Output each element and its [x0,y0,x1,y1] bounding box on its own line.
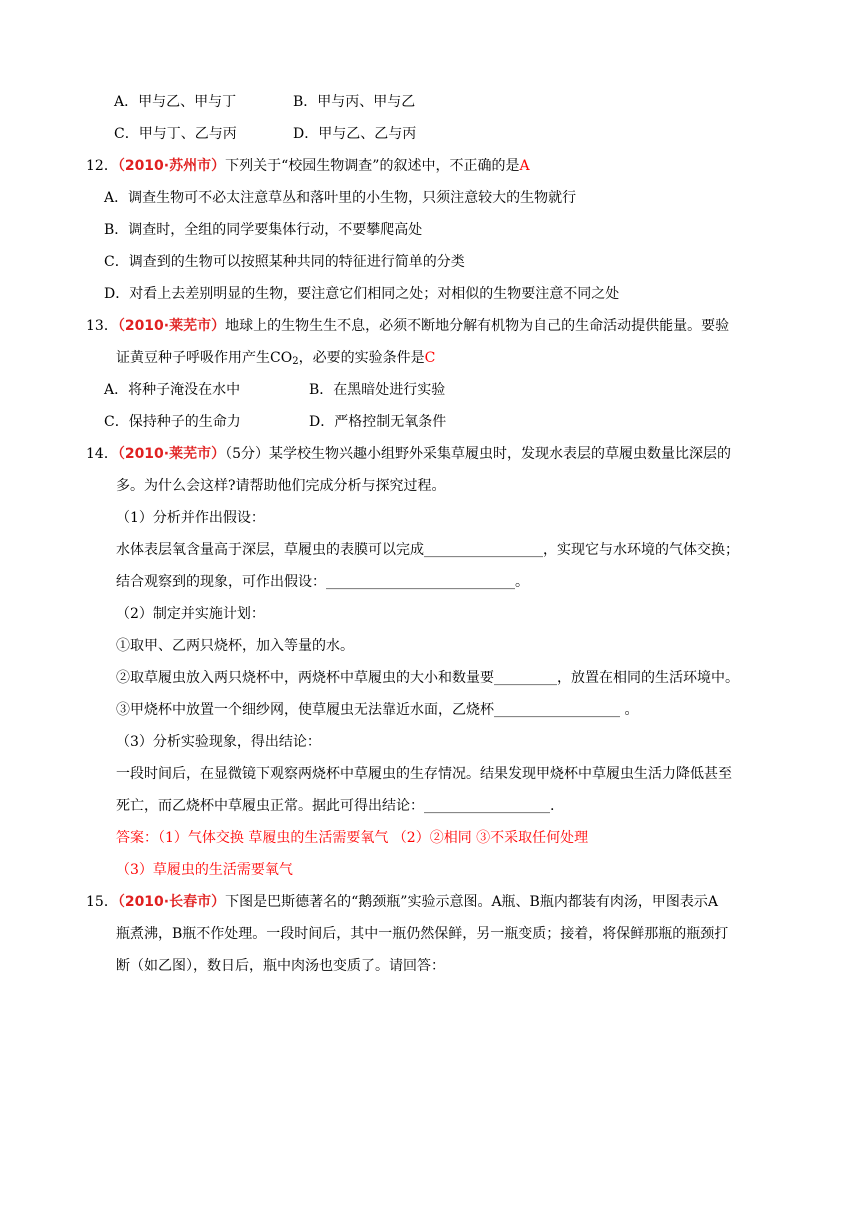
q14-answer-line1: 答案：（1）气体交换 草履虫的生活需要氧气 （2）②相同 ③不采取任何处理 [116,830,589,846]
q14-part2-title: （2）制定并实施计划： [116,606,265,622]
question-stem: 下图是巴斯德著名的“鹅颈瓶”实验示意图。A瓶、B瓶内都装有肉汤，甲图表示A [225,894,718,910]
q14-part1-line1: 水体表层氧含量高于深层，草履虫的表膜可以完成_________________，实现它与水环境的气体交换； [116,542,739,558]
question-number: 13． [86,318,118,334]
q11-option-a: A．甲与乙、甲与丁 [114,94,237,110]
q11-option-b: B．甲与丙、甲与乙 [293,94,416,110]
q15-stem-line-1 [86,892,718,912]
question-number: 12． [86,158,118,174]
q14-part1-line2: 结合观察到的现象，可作出假设：___________________________。 [116,574,529,590]
q12-option-c: C．调查到的生物可以按照某种共同的特征进行简单的分类 [104,254,465,270]
question-stem: （5分）某学校生物兴趣小组野外采集草履虫时，发现水表层的草履虫数量比深层的 [225,446,732,462]
q14-part1-title: （1）分析并作出假设： [116,510,265,526]
answer-key: A [519,158,530,174]
q11-option-d: D．甲与乙、乙与丙 [293,126,417,142]
q13-option-c: C．保持种子的生命力 [104,414,241,430]
q14-part3-line2: 死亡，而乙烧杯中草履虫正常。据此可得出结论：__________________. [116,798,555,814]
question-stem: 地球上的生物生生不息，必须不断地分解有机物为自己的生命活动提供能量。要验 [225,318,730,334]
q15-stem-line-3: 断（如乙图），数日后，瓶中肉汤也变质了。请回答： [116,958,445,974]
q14-part2-line2: ②取草履虫放入两只烧杯中，两烧杯中草履虫的大小和数量要_________，放置在相同的生活环境中。 [116,670,739,686]
q14-stem-line-2: 多。为什么会这样?请帮助他们完成分析与探究过程。 [116,478,446,494]
question-number: 15． [86,894,118,910]
question-source: （2010·长春市） [117,894,226,910]
question-source: （2010·莱芜市） [117,446,226,462]
q13-stem-line-1 [86,316,729,336]
q14-part2-line1: ①取甲、乙两只烧杯，加入等量的水。 [116,638,354,654]
q14-part3-title: （3）分析实验现象，得出结论： [116,734,321,750]
question-stem-cont: ，必要的实验条件是 [298,350,425,366]
q12-option-a: A．调查生物可不必太注意草丛和落叶里的小生物，只须注意较大的生物就行 [104,190,577,206]
question-stem-cont: 证黄豆种子呼吸作用产生CO [116,350,293,366]
q15-stem-line-2: 瓶煮沸，B瓶不作处理。一段时间后，其中一瓶仍然保鲜，另一瓶变质；接着，将保鲜那瓶的瓶颈打 [116,926,729,942]
question-source: （2010·莱芜市） [117,318,226,334]
q14-answer-line2: （3）草履虫的生活需要氧气 [116,862,293,878]
question-source: （2010·苏州市） [117,158,226,174]
q13-option-a: A．将种子淹没在水中 [104,382,241,398]
q12-option-d: D．对看上去差别明显的生物，要注意它们相同之处；对相似的生物要注意不同之处 [104,286,620,302]
q11-option-c: C．甲与丁、乙与丙 [114,126,237,142]
q14-stem-line-1 [86,444,731,464]
q12-stem-line [86,156,530,176]
q14-part2-line3: ③甲烧杯中放置一个细纱网，使草履虫无法靠近水面，乙烧杯__________________ 。 [116,702,639,718]
question-number: 14． [86,446,118,462]
question-stem: 下列关于“校园生物调查”的叙述中，不正确的是 [225,158,520,174]
subscript: 2 [292,356,299,367]
q12-option-b: B．调查时，全组的同学要集体行动，不要攀爬高处 [104,222,423,238]
q13-option-d: D．严格控制无氧条件 [309,414,447,430]
q13-stem-line-2 [116,348,435,368]
q13-option-b: B．在黑暗处进行实验 [309,382,446,398]
answer-key: C [424,350,436,366]
q14-part3-line1: 一段时间后，在显微镜下观察两烧杯中草履虫的生存情况。结果发现甲烧杯中草履虫生活力降低甚至 [116,766,732,782]
